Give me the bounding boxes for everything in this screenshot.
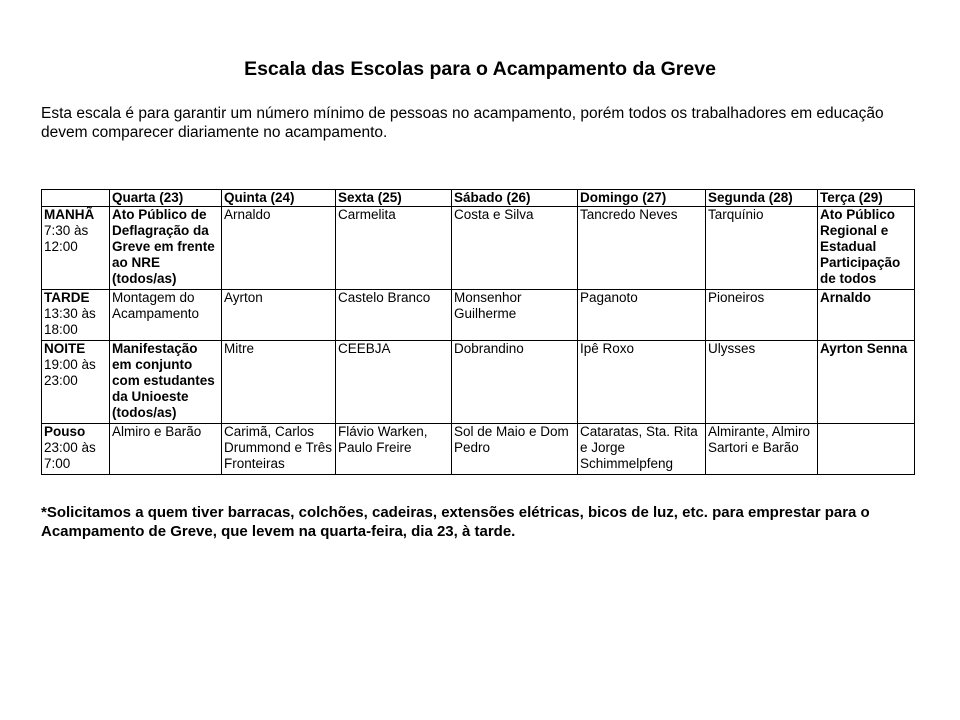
table-cell: Pioneiros <box>706 290 818 341</box>
header-cell-terca: Terça (29) <box>818 190 915 207</box>
page-title: Escala das Escolas para o Acampamento da Greve <box>244 58 716 80</box>
period-time-end: 18:00 <box>44 322 78 337</box>
header-cell-domingo: Domingo (27) <box>578 190 706 207</box>
table-cell: Montagem do Acampamento <box>110 290 222 341</box>
period-name: NOITE <box>44 341 86 356</box>
period-name: TARDE <box>44 290 90 305</box>
table-cell: Paganoto <box>578 290 706 341</box>
table-cell: Arnaldo <box>818 290 915 341</box>
header-row <box>42 190 915 207</box>
table-cell: Costa e Silva <box>452 207 578 290</box>
table-cell: Tancredo Neves <box>578 207 706 290</box>
table-cell: Almirante, Almiro Sartori e Barão <box>706 424 818 475</box>
footnote: *Solicitamos a quem tiver barracas, colchões, cadeiras, extensões elétricas, bicos de luz, etc. para emprestar para o Acampamento de Greve, que levem na quarta-feira, dia 23, à tarde. <box>41 504 870 540</box>
period-time-start: 13:30 às <box>44 306 96 321</box>
intro-paragraph: Esta escala é para garantir um número mínimo de pessoas no acampamento, porém todos os trabalhadores em educação devem comparecer diariamente no acampamento. <box>41 105 884 141</box>
table-cell: Sol de Maio e Dom Pedro <box>452 424 578 475</box>
table-cell: CEEBJA <box>336 341 452 424</box>
header-cell-sexta: Sexta (25) <box>336 190 452 207</box>
table-row-pouso <box>42 424 915 475</box>
table-cell: Ato Público Regional e Estadual Participação de todos <box>818 207 915 290</box>
table-cell: Cataratas, Sta. Rita e Jorge Schimmelpfeng <box>578 424 706 475</box>
table-row-noite <box>42 341 915 424</box>
table-cell: Tarquínio <box>706 207 818 290</box>
table-cell: Ato Público de Deflagração da Greve em frente ao NRE (todos/as) <box>110 207 222 290</box>
period-time-start: 19:00 às <box>44 357 96 372</box>
table-cell: Flávio Warken, Paulo Freire <box>336 424 452 475</box>
table-cell: Ipê Roxo <box>578 341 706 424</box>
table-cell: Manifestação em conjunto com estudantes da Unioeste (todos/as) <box>110 341 222 424</box>
period-name: Pouso <box>44 424 86 439</box>
header-cell-quinta: Quinta (24) <box>222 190 336 207</box>
table-cell: Arnaldo <box>222 207 336 290</box>
table-row-tarde <box>42 290 915 341</box>
table-cell: Mitre <box>222 341 336 424</box>
period-time-end: 7:00 <box>44 456 71 471</box>
table-cell: Monsenhor Guilherme <box>452 290 578 341</box>
period-cell <box>42 341 110 424</box>
period-time-end: 23:00 <box>44 373 78 388</box>
period-cell <box>42 290 110 341</box>
table-cell: Ulysses <box>706 341 818 424</box>
period-time-start: 23:00 às <box>44 440 96 455</box>
header-cell-sabado: Sábado (26) <box>452 190 578 207</box>
table-cell: Dobrandino <box>452 341 578 424</box>
period-time-end: 12:00 <box>44 239 78 254</box>
period-name: MANHÃ <box>44 207 95 222</box>
schedule-table <box>41 189 915 475</box>
table-cell: Ayrton <box>222 290 336 341</box>
header-cell-quarta: Quarta (23) <box>110 190 222 207</box>
period-cell <box>42 207 110 290</box>
table-cell <box>818 424 915 475</box>
header-cell-segunda: Segunda (28) <box>706 190 818 207</box>
table-cell: Carimã, Carlos Drummond e Três Fronteiras <box>222 424 336 475</box>
table-cell: Ayrton Senna <box>818 341 915 424</box>
period-cell <box>42 424 110 475</box>
table-row-manha <box>42 207 915 290</box>
period-time-start: 7:30 às <box>44 223 89 238</box>
header-cell-empty <box>42 190 110 207</box>
table-cell: Carmelita <box>336 207 452 290</box>
table-cell: Almiro e Barão <box>110 424 222 475</box>
table-cell: Castelo Branco <box>336 290 452 341</box>
